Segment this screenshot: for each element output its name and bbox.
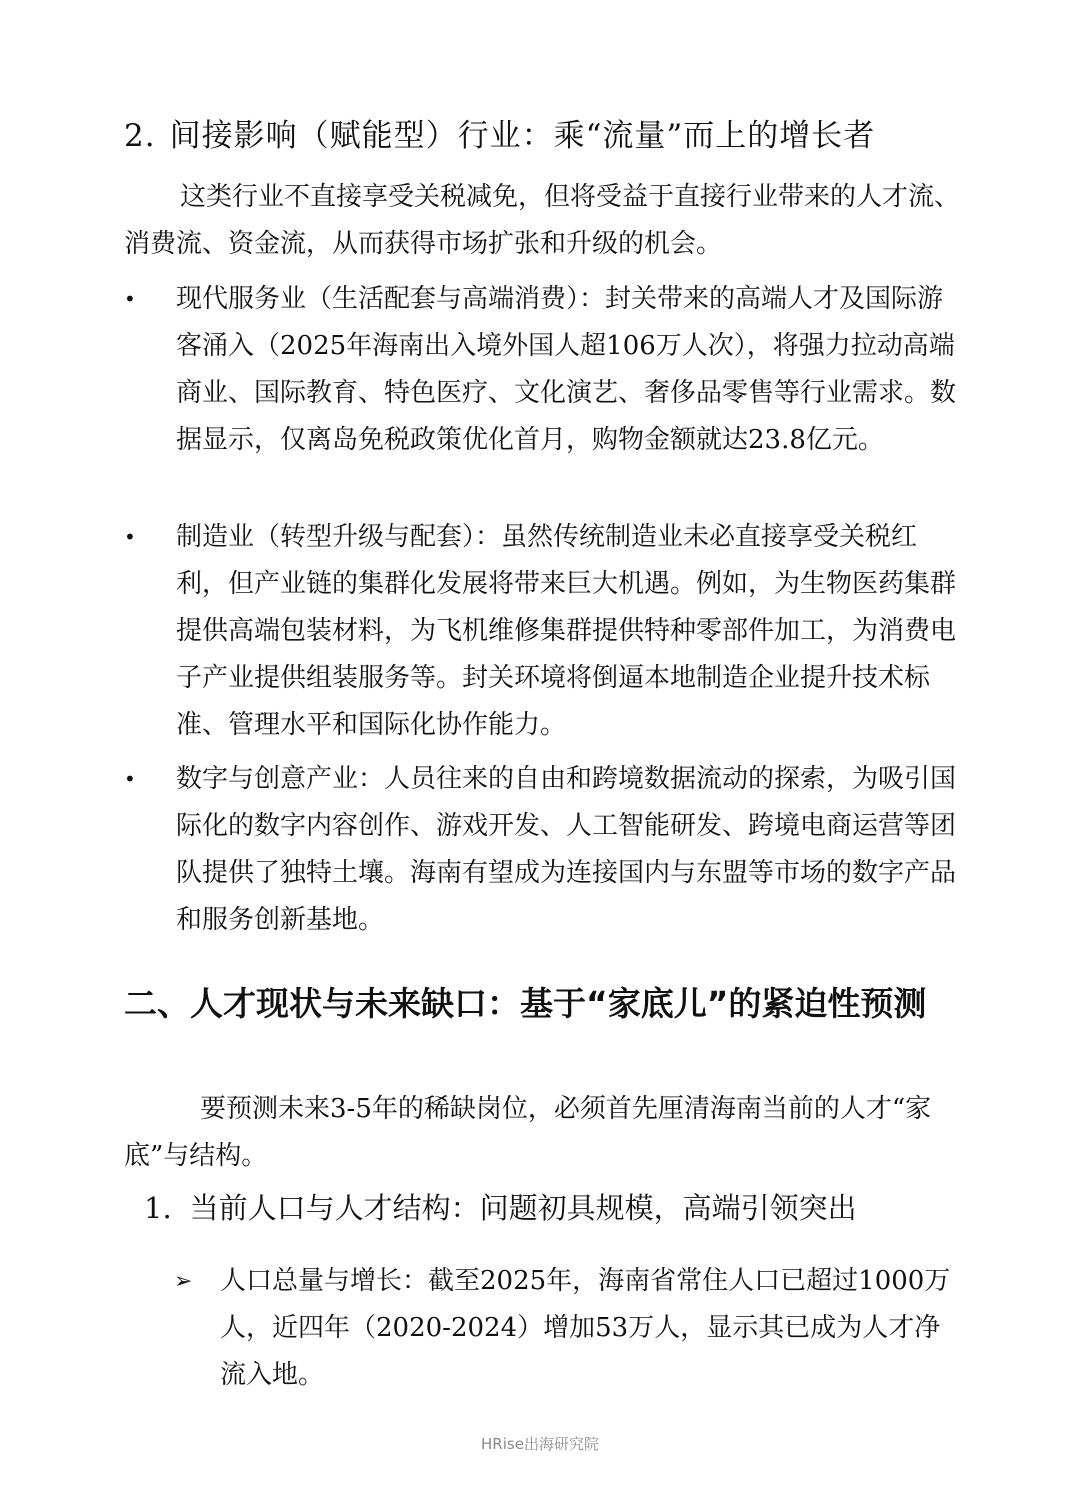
subsection-1-heading — [144, 1184, 857, 1232]
section-2-number: 2. — [124, 118, 156, 154]
section-2-heading — [124, 112, 875, 160]
section-2-intro: 这类行业不直接享受关税减免，但将受益于直接行业带来的人才流、消费流、资金流，从而获得市场扩张和升级的机会。 — [124, 182, 961, 259]
subsection-1-number: 1. — [144, 1191, 172, 1225]
chapter-2-intro: 要预测未来3-5年的稀缺岗位，必须首先厘清海南当前的人才“家底”与结构。 — [124, 1094, 932, 1171]
bullet-text: 制造业（转型升级与配套）：虽然传统制造业未必直接享受关税红利，但产业链的集群化发展将带来巨大机遇。例如，为生物医药集群提供高端包装材料，为飞机维修集群提供特种零部件加工，为消费电子产业提供组装服务等。封关环境将倒逼本地制造企业提升技术标准、管理水平和国际化协作能力。 — [176, 522, 957, 740]
arrow-bullet-icon: ➢ — [174, 1269, 193, 1294]
arrow-item-text: 人口总量与增长：截至2025年，海南省常住人口已超过1000万人，近四年（2020-2024）增加53万人，显示其已成为人才净流入地。 — [220, 1266, 951, 1390]
bullet-dot-icon: • — [124, 287, 136, 311]
chapter-2-heading: 二、人才现状与未来缺口：基于“家底儿”的紧迫性预测 — [124, 984, 927, 1023]
bullet-text: 现代服务业（生活配套与高端消费）：封关带来的高端人才及国际游客涌入（2025年海南出入境外国人超106万人次），将强力拉动高端商业、国际教育、特色医疗、文化演艺、奢侈品零售等行业需求。数据显示，仅离岛免税政策优化首月，购物金额就达23.8亿元。 — [176, 284, 957, 455]
subsection-1-title: 当前人口与人才结构：问题初具规模，高端引领突出 — [189, 1191, 857, 1225]
bullet-dot-icon: • — [124, 525, 136, 549]
section-2-title: 间接影响（赋能型）行业：乘“流量”而上的增长者 — [169, 118, 876, 154]
bullet-dot-icon: • — [124, 767, 136, 791]
footer-source: HRise出海研究院 — [481, 1435, 599, 1453]
bullet-text: 数字与创意产业：人员往来的自由和跨境数据流动的探索，为吸引国际化的数字内容创作、游戏开发、人工智能研发、跨境电商运营等团队提供了独特土壤。海南有望成为连接国内与东盟等市场的数字产品和服务创新基地。 — [176, 764, 957, 935]
